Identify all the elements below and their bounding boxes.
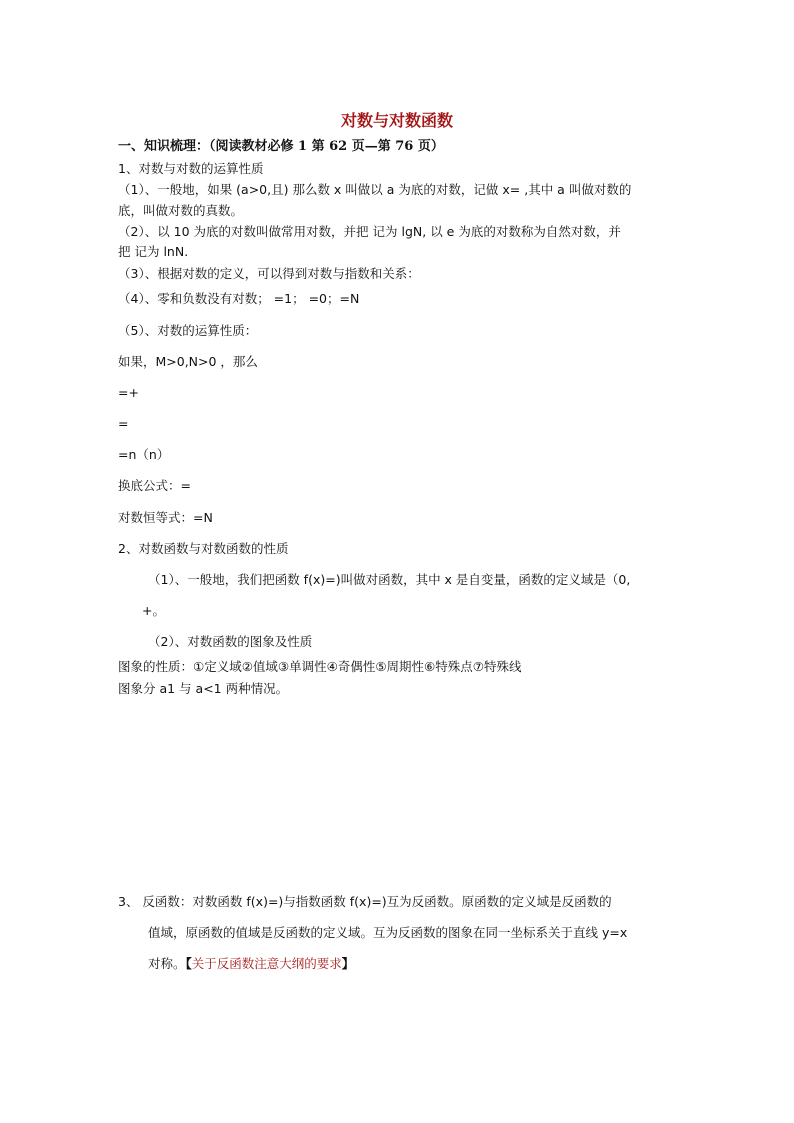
graph-cases: 图象分 a1 与 a<1 两种情况。 <box>118 681 289 696</box>
graph-properties: 图象的性质：①定义域②值域③单调性④奇偶性⑤周期性⑥特殊点⑦特殊线 <box>118 659 522 674</box>
paragraph-2-line2: 把 记为 lnN. <box>118 244 189 259</box>
paragraph-3: （3）、根据对数的定义，可以得到对数与指数和关系： <box>118 266 420 281</box>
condition-text: 如果，M>0,N>0 ，那么 <box>118 354 258 369</box>
section3-line2: 值域，原函数的值域是反函数的定义域。互为反函数的图象在同一坐标系关于直线 y=x <box>148 925 628 940</box>
section3-line3-prefix: 对称。 <box>148 956 186 971</box>
section2-paragraph-2: （2）、对数函数的图象及性质 <box>148 634 313 649</box>
bracket-open: 【 <box>185 956 192 971</box>
paragraph-1-line1: （1）、一般地，如果 (a>0,且) 那么数 x 叫做以 a 为底的对数，记做 x= ,其中 a 叫做对数的 <box>118 182 632 197</box>
section2-paragraph-1-line1: （1）、一般地，我们把函数 f(x)=)叫做对函数，其中 x 是自变量，函数的定义域是（0, <box>148 572 631 587</box>
logarithm-identity: 对数恒等式：=N <box>118 510 213 525</box>
change-of-base-formula: 换底公式：= <box>118 478 191 493</box>
subsection-1-heading: 1、对数与对数的运算性质 <box>118 161 264 176</box>
formula-3: =n（n） <box>118 447 170 462</box>
section3-line1: 3、 反函数：对数函数 f(x)=)与指数函数 f(x)=)互为反函数。原函数的定义域是反函数的 <box>118 894 612 909</box>
paragraph-5: （5）、对数的运算性质： <box>118 323 258 338</box>
paragraph-1-line2: 底，叫做对数的真数。 <box>118 203 244 218</box>
formula-1: =+ <box>118 385 139 400</box>
section2-heading: 2、对数函数与对数函数的性质 <box>118 541 289 556</box>
paragraph-4: （4）、零和负数没有对数； =1； =0；=N <box>118 291 360 306</box>
page-title: 对数与对数函数 <box>340 111 453 130</box>
section3-line3 <box>148 956 354 972</box>
bracket-close: 】 <box>341 956 355 971</box>
section2-paragraph-1-line2: +。 <box>142 603 165 618</box>
paragraph-2-line1: （2）、以 10 为底的对数叫做常用对数，并把 记为 lgN, 以 e 为底的对数称为自然对数，并 <box>118 224 621 239</box>
syllabus-note: 关于反函数注意大纲的要求 <box>191 956 342 971</box>
section1-heading: 一、知识梳理：（阅读教材必修 1 第 62 页—第 76 页） <box>118 139 444 154</box>
formula-2: = <box>118 416 129 431</box>
